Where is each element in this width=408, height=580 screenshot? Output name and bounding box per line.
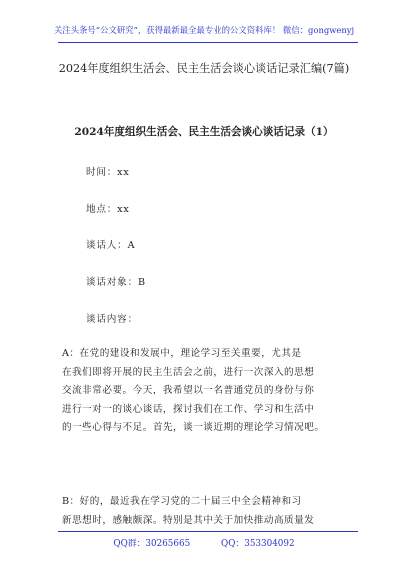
field-place: 地点：xx <box>86 204 130 215</box>
footer-qq: QQ：353304092 <box>221 539 295 549</box>
document-title: 2024年度组织生活会、民主生活会谈心谈话记录汇编(7篇) <box>58 62 350 75</box>
footer-divider <box>58 531 358 532</box>
field-target: 谈话对象：B <box>86 277 146 288</box>
paragraph-line: B：好的，最近我在学习党的二十届三中全会精神和习 <box>62 496 302 507</box>
field-speaker: 谈话人：A <box>86 240 136 251</box>
header-divider <box>58 42 358 43</box>
footer-qq-group: QQ群：30265665 <box>113 539 191 549</box>
paragraph-line: 进行一对一的谈心谈话，探讨我们在工作、学习和生活中 <box>62 403 315 415</box>
paragraph-b <box>62 493 362 530</box>
paragraph-a <box>62 345 362 438</box>
paragraph-line: 新思想时，感触颇深。特别是其中关于加快推动高质量发 <box>62 514 315 526</box>
footer <box>0 536 408 549</box>
header-banner: 关注头条号“公文研究”，获得最新最全最专业的公文资料库！ 微信：gongwenyj <box>53 25 355 35</box>
paragraph-line: 在我们即将开展的民主生活会之前，进行一次深入的思想 <box>62 366 315 378</box>
field-content-label: 谈话内容： <box>86 314 138 325</box>
paragraph-line: 交流非常必要。今天，我希望以一名普通党员的身份与你 <box>62 385 315 397</box>
paragraph-line: A：在党的建设和发展中，理论学习至关重要，尤其是 <box>62 348 302 359</box>
paragraph-line: 的一些心得与不足。首先，谈一谈近期的理论学习情况吧。 <box>62 422 325 434</box>
section-title: 2024年度组织生活会、民主生活会谈心谈话记录（1） <box>74 126 334 138</box>
field-time: 时间：xx <box>86 167 130 178</box>
